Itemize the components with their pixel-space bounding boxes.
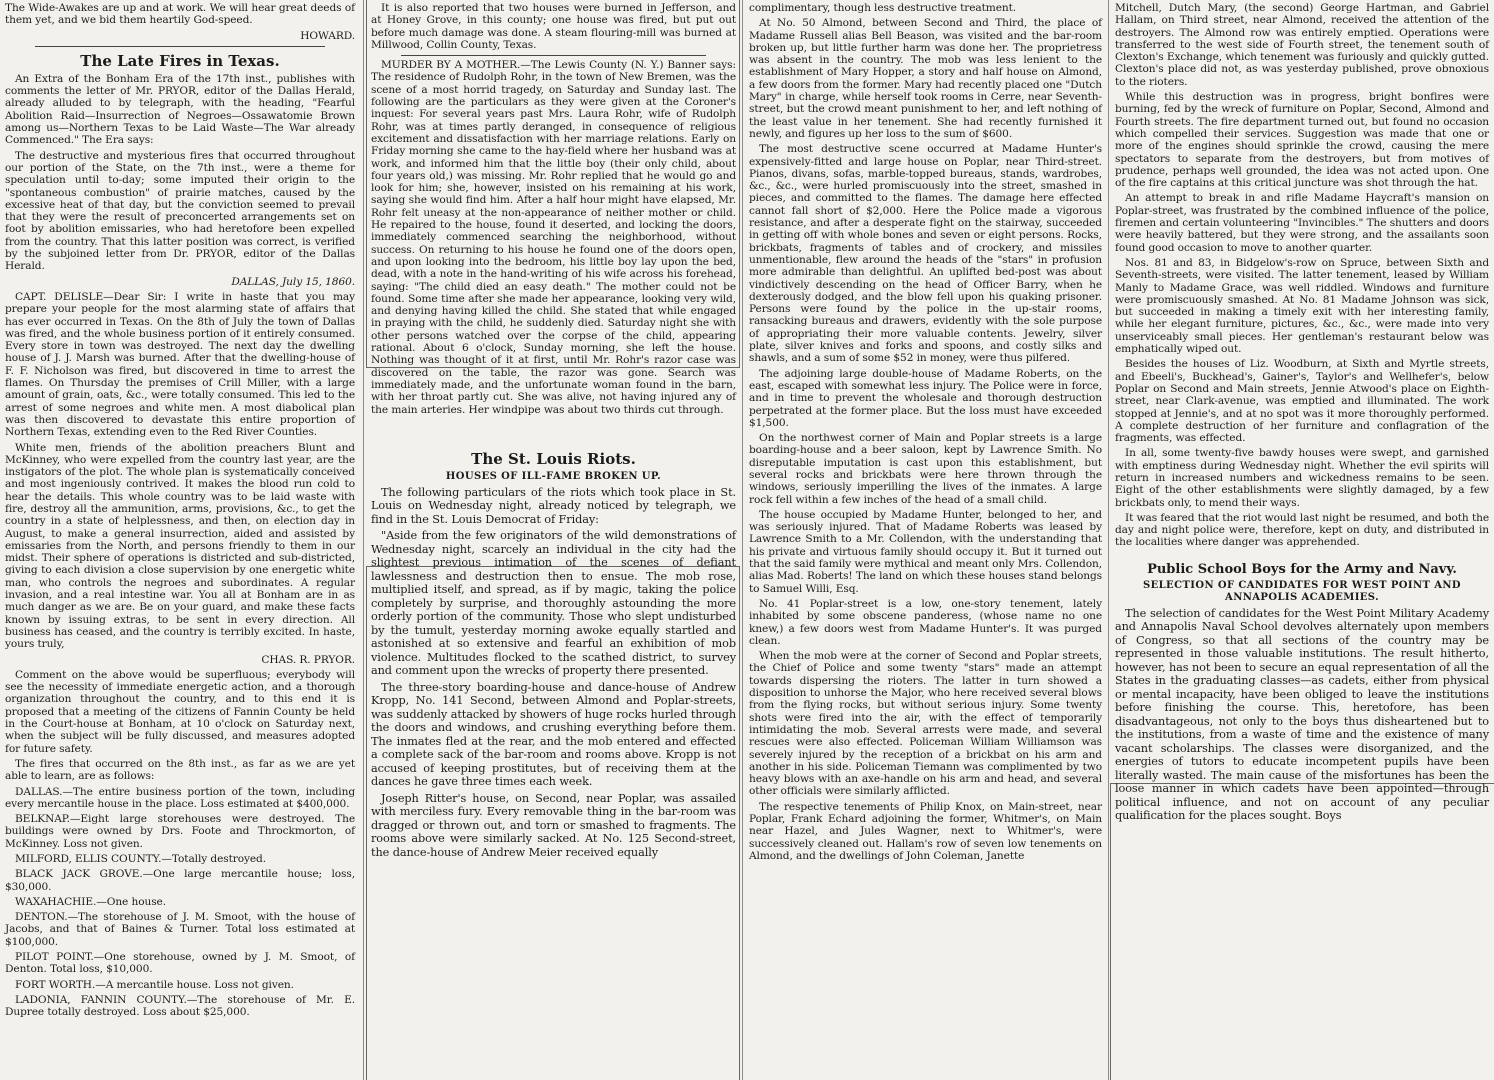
fire-list-item: MILFORD, ELLIS COUNTY.—Totally destroyed.: [15, 853, 266, 865]
school-boys-body: [1115, 607, 1489, 823]
article-paragraph: The respective tenements of Philip Knox, on Main-street, near Poplar, Frank Echard adjoining the former, Whitmer's, on Main near Hazel, and Jules Wagner, next to Whitmer's, were successively cleaned out. Hallam's row of seven low tenements on Almond, and the dwellings of John Coleman, Janette: [749, 800, 1102, 862]
article-paragraph: The most destructive scene occurred at Madame Hunter's expensively-fitted and large house on Poplar, near Third-street. Pianos, divans, sofas, marble-topped bureaus, stands, wardrobes, &c., &c., were hurled promiscuously into the street, smashed in pieces, and committed to the flames. The damage here effected cannot fall short of $2,000. Here the Police made a vigorous resistance, and after a desperate fight on the stairway, succeeded in getting off with whole bones and seven or eight persons. Rocks, brickbats, fragments of tables and of crockery, and missiles unmentionable, flew around the heads of the "stars" in profusion more admirable than delightful. An uplifted bed-post was about vindictively descending on the head of Officer Barry, when he dexterously dodged, and the blow fell upon his quaking prisoner. Persons were found by the police in the up-stair rooms, ransacking bureaus and drawers, evidently with the sole purpose of appropriating their more valuable contents. Jewelry, silver plate, silver knives and forks and spoons, and costly silks and shawls, and a sum of some $52 in money, were thus pilfered.: [749, 143, 1102, 365]
article-paragraph: In all, some twenty-five bawdy houses were swept, and garnished with emptiness during Wednesday night. Whether the evil spirits will return in increased numbers and wickedness remains to be seen. Eight of the other establishments were slightly damaged, by a few brickbats only, to mend their ways.: [1115, 447, 1489, 509]
article-paragraph: The destructive and mysterious fires that occurred throughout our portion of the State, on the 7th inst., were a theme for speculation until to-day; some imputed their origin to the "spontaneous combustion" of prairie matches, caused by the excessive heat of that day, but the conviction seemed to prevail that they were the result of preconcerted arrangements set on foot by abolition emissaries, who had heretofore been expelled from the country. That this latter position was correct, is verified by the subjoined letter from Dr. PRYOR, editor of the Dallas Herald.: [5, 149, 355, 273]
column-1: [0, 0, 360, 1080]
fire-list-item: WAXAHACHIE.—One house.: [15, 895, 166, 908]
article-paragraph: complimentary, though less destructive treatment.: [749, 2, 1017, 14]
article-paragraph: An Extra of the Bonham Era of the 17th inst., publishes with comments the letter of Mr. PRYOR, editor of the Dallas Herald, already alluded to by telegraph, with the heading, "Fearful Abolition Raid—Insurrection of Negroes—Ossawatomie Brown among us—Northern Texas to be Laid Waste—The War already Commenced." The Era says:: [5, 72, 355, 147]
pryor-signature: CHAS. R. PRYOR.: [261, 653, 355, 666]
article-headline-school-boys: Public School Boys for the Army and Navy.: [1147, 561, 1457, 577]
article-paragraph: CAPT. DELISLE—Dear Sir: I write in haste that you may prepare your people for the most alarming state of affairs that has ever occurred in Texas. On the 8th of July the town of Dallas was fired, and the whole business portion of it entirely consumed. Every store in town was destroyed. The next day the dwelling house of J. J. Marsh was burned. After that the dwelling-house of F. F. Nicholson was fired, but discovered in time to arrest the flames. On Thursday the premises of Crill Miller, with a large amount of grain, oats, &c., were totally consumed. This led to the arrest of some negroes and white men. A most diabolical plan was then discovered to devastate this entire proportion of Northern Texas, extending even to the Red River Counties.: [5, 290, 355, 439]
article-paragraph: It was feared that the riot would last night be resumed, and both the day and night police were, therefore, kept on duty, and distributed in the localities where danger was apprehended.: [1115, 511, 1489, 549]
fire-list-item: LADONIA, FANNIN COUNTY.—The storehouse of Mr. E. Dupree totally destroyed. Loss about $25,000.: [5, 993, 355, 1019]
fire-list-item: PILOT POINT.—One storehouse, owned by J. M. Smoot, of Denton. Total loss, $10,000.: [5, 951, 355, 976]
article-paragraph: At No. 50 Almond, between Second and Third, the place of Madame Russell alias Bell Beason, was visited and the bar-room broken up, but little further harm was done her. The proprietress was absent in the country. The mob was less lenient to the establishment of Mary Hopper, a story and half house on Almond, a few doors from the former. Mary had recently placed one "Dutch Mary" in charge, while herself took rooms in Cerre, near Seventh-street, but the crowd meant punishment to her, and left nothing of the least value in her tenement. She had recently furnished it newly, and figures up her loss to the sum of $600.: [749, 17, 1102, 140]
article-paragraph: Joseph Ritter's house, on Second, near Poplar, was assailed with merciless fury. Every removable thing in the bar-room was dragged or thrown out, and torn or smashed to fragments. The rooms above were similarly sacked. At No. 125 Second-street, the dance-house of Andrew Meier received equally: [371, 791, 736, 859]
article-paragraph: It is also reported that two houses were burned in Jefferson, and at Honey Grove, in this county; one house was fired, but put out before much damage was done. A steam flouring-mill was burned at Millwood, Collin County, Texas.: [371, 2, 736, 51]
article-paragraph: The three-story boarding-house and dance-house of Andrew Kropp, No. 141 Second, between Almond and Poplar-streets, was suddenly attacked by showers of huge rocks hurled through the doors and windows, and crushing everything before them. The inmates fled at the rear, and the mob entered and effected a complete sack of the bar-room and rooms above. Kropp is not accused of keeping prostitutes, but of receiving them at the dances he gave three times each week.: [371, 680, 736, 789]
article-paragraph: Comment on the above would be superfluous; everybody will see the necessity of immediate energetic action, and a thorough organization throughout the country, and to this end it is proposed that a meeting of the citizens of Fannin County be held in the Court-house at Bonham, at 10 o'clock on Saturday next, when the subject will be fully discussed, and measures adopted for future safety.: [5, 668, 355, 755]
article-subheadline: SELECTION OF CANDIDATES FOR WEST POINT AND ANNAPOLIS ACADEMIES.: [1142, 579, 1461, 603]
howard-signature: HOWARD.: [300, 29, 355, 42]
article-paragraph: No. 41 Poplar-street is a low, one-story tenement, lately inhabited by some obscene panderess, (whose name no one knew,) a few doors west from Madame Hunter's. It was purged clean.: [749, 597, 1102, 647]
spacer: [1115, 552, 1489, 556]
article-paragraph: Mitchell, Dutch Mary, (the second) George Hartman, and Gabriel Hallam, on Third street, near Almond, received the attention of the destroyers. The Almond row was entirely emptied. Operations were transferred to the west side of Fourth street, the tenement south of Clexton's Exchange, which tenement was furiously and quickly gutted. Clexton's place did not, as was yesterday published, prove obnoxious to the rioters.: [1115, 2, 1489, 88]
fire-list-item: FORT WORTH.—A mercantile house. Loss not given.: [15, 978, 294, 991]
article-paragraph: The house occupied by Madame Hunter, belonged to her, and was seriously injured. That of Madame Roberts was leased by Lawrence Smith to a Mr. Collendon, with the understanding that his private and virtuous family should occupy it. But it turned out that the said family were mythical and meant only Mrs. Collendon, alias Mad. Roberts! The land on which these houses stand belongs to Samuel Willi, Esq.: [749, 508, 1102, 595]
fire-list-item: BELKNAP.—Eight large storehouses were destroyed. The buildings were owned by Drs. Foote and Throckmorton, of McKinney. Loss not given.: [5, 813, 355, 850]
divider: [401, 55, 706, 56]
column-rule: [363, 0, 364, 1080]
column-rule: [1108, 0, 1109, 1080]
article-paragraph: "Aside from the few originators of the wild demonstrations of Wednesday night, scarcely an individual in the city had the slightest previous intimation of the scenes of defiant lawlessness and destruction then to ensue. The mob rose, multiplied itself, and spread, as if by magic, taking the police completely by surprise, and thoroughly astounding the more orderly portion of the community. Those who slept undisturbed by the tumult, yesterday morning awoke equally startled and astonished at so extensive and fearful an exhibition of mob violence. Multitudes flocked to the scathed district, to survey and comment upon the wrecks of property there presented.: [371, 529, 736, 678]
fire-list-item: DALLAS.—The entire business portion of the town, including every mercantile house in the place. Loss estimated at $400,000.: [5, 785, 355, 810]
article-paragraph: The selection of candidates for the West Point Military Academy and Annapolis Naval School devolves alternately upon members of Congress, so that all sections of the country may be represented in those valuable institutions. The result hitherto, however, has not been to secure an equal representation of all the States in the graduating classes—as cadets, either from physical or mental incapacity, have been obliged to leave the institutions before finishing the course. This, heretofore, has been disadvantageous, not only to the boys thus disheartened but to the institutions, from a waste of time and the existence of many vacant scholarships. The classes were disorganized, and the energies of tutors to educate incompetent pupils have been literally wasted. The main cause of the misfortunes has been the loose manner in which cadets have been appointed—through political influence, and not on account of any peculiar qualification for the places sought. Boys: [1115, 606, 1489, 823]
article-subheadline: HOUSES OF ILL-FAME BROKEN UP.: [445, 470, 662, 482]
article-paragraph: The adjoining large double-house of Madame Roberts, on the east, escaped with somewhat less injury. The Police were in force, and in time to prevent the wholesale and thorough destruction perpetrated at the former place. But the loss must have exceeded $1,500.: [749, 367, 1102, 429]
article-headline-st-louis-riots: The St. Louis Riots.: [471, 449, 636, 468]
article-paragraph: An attempt to break in and rifle Madame Haycraft's mansion on Poplar-street, was frustrated by the combined influence of the police, firemen and certain volunteering "Invincibles." The shutters and doors were heavily battered, but they were strong, and the assailants soon found good occasion to move to another quarter.: [1115, 192, 1489, 254]
riots-body: [371, 486, 736, 860]
divider: [35, 46, 325, 47]
article-paragraph: When the mob were at the corner of Second and Poplar streets, the Chief of Police and some twenty "stars" made an attempt towards dispersing the rioters. The latter in turn showed a disposition to unhorse the Major, who here received several blows from the flying rocks, but without serious injury. Some twenty shots were fired into the air, with the effect of temporarily intimidating the mob. Several arrests were made, and several rescues were also effected. Policeman William Williamson was severely injured by the reception of a brickbat on his arm and another in his side. Policeman Tiemann was complimented by two heavy blows with an axe-handle on his arm and head, and several other officials were similarly afflicted.: [749, 650, 1102, 798]
column-2: [366, 0, 741, 1080]
article-paragraph: White men, friends of the abolition preachers Blunt and McKinney, who were expelled from the country last year, are the instigators of the plot. The whole plan is systematically conceived and most ingeniously contrived. It makes the blood run cold to hear the details. This whole country was to be laid waste with fire, destroy all the ammunition, arms, provisions, &c., to get the country in a state of helplessness, and then, on election day in August, to make a general insurrection, aided and assisted by emissaries from the North, and persons friendly to them in our midst. Their sphere of operations is districted and sub-districted, giving to each division a close supervision by one energetic white man, who controls the negroes and subordinates. A regular invasion, and a real intestine war. You all at Bonham are in as much danger as we are. Be on your guard, and make these facts known by issuing extras, to be sent in every direction. All business has ceased, and the country is terribly excited. In haste, yours truly,: [5, 441, 355, 651]
murder-by-mother-article: MURDER BY A MOTHER.—The Lewis County (N. Y.) Banner says: The residence of Rudolph Rohr, in the town of New Bremen, was the scene of a most horrid tragedy, on Saturday and Sunday last. The following are the particulars as they were given at the Coroner's inquest: For several years past Mrs. Laura Rohr, wife of Rudolph Rohr, was at times partly deranged, in consequence of religious excitement and dissatisfaction with her marriage relations. Early on Friday morning she came to the hay-field where her husband was at work, and informed him that the little boy (their only child, about four years old,) was missing. Mr. Rohr replied that he would go and look for him; she, however, insisted on his remaining at his work, saying she would find him. After a half hour might have elapsed, Mr. Rohr felt uneasy at the non-appearance of neither mother or child. He repaired to the house, found it deserted, and locking the doors, immediately commenced searching the neighborhood, without success. On returning to his house he found one of the doors open, and upon looking into the bedroom, his little boy lay upon the bed, dead, with a note in the hand-writing of his wife across his forehead, saying: "The child died an easy death." The mother could not be found. Some time after she made her appearance, looking very wild, and denying having killed the child. She stated that while engaged in praying with the child, he suddenly died. Saturday night she with other persons watched over the corpse of the child, appearing rational. About 6 o'clock, Sunday morning, she left the house. Nothing was thought of it at first, until Mr. Rohr's razor case was discovered on the table, the razor was gone. Search was immediately made, and the unfortunate woman found in the barn, with her throat partly cut. She was alive, not having injured any of the main arteries. Her windpipe was about two thirds cut through.: [371, 59, 736, 416]
column-rule: [742, 0, 743, 1080]
article-headline-texas-fires: The Late Fires in Texas.: [80, 51, 280, 70]
spacer: [371, 419, 736, 445]
column-3: [744, 0, 1107, 1080]
fire-list-item: BLACK JACK GROVE.—One large mercantile house; loss, $30,000.: [5, 868, 355, 893]
article-paragraph: The following particulars of the riots which took place in St. Louis on Wednesday night, already noticed by telegraph, we find in the St. Louis Democrat of Friday:: [371, 485, 736, 526]
column-4: [1110, 0, 1494, 1080]
wide-awakes-paragraph: The Wide-Awakes are up and at work. We will hear great deeds of them yet, and we bid them heartily God-speed.: [5, 2, 355, 27]
letter-dateline: DALLAS, July 15, 1860.: [231, 275, 355, 288]
article-paragraph: While this destruction was in progress, bright bonfires were burning, fed by the wreck of furniture on Poplar, Second, Almond and Fourth streets. The fire department turned out, but found no occasion which compelled their services. Suggestion was made that one or more of the engines should sprinkle the crowd, causing the mere spectators to separate from the destroyers, but from motives of prudence, perhaps well grounded, the idea was not acted upon. One of the fire captains at this critical juncture was shot through the hat.: [1115, 91, 1489, 190]
article-paragraph: Nos. 81 and 83, in Bidgelow's-row on Spruce, between Sixth and Seventh-streets, were visited. The latter tenement, leased by William Manly to Madame Grace, was well riddled. Windows and furniture were promiscuously smashed. At No. 81 Madame Johnson was sick, but succeeded in making a timely exit with her interesting family, while her elegant furniture, pictures, &c., &c., were made into very unserviceably small pieces. Her gentleman's restaurant below was emphatically wiped out.: [1115, 256, 1489, 356]
article-paragraph: The fires that occurred on the 8th inst., as far as we are yet able to learn, are as follows:: [5, 757, 355, 783]
fire-list-item: DENTON.—The storehouse of J. M. Smoot, with the house of Jacobs, and that of Baines & Turner. Total loss estimated at $100,000.: [5, 911, 355, 948]
article-paragraph: Besides the houses of Liz. Woodburn, at Sixth and Myrtle streets, and Ebeeli's, Buckhead's, Gainer's, Taylor's and Wellhefer's, below Poplar on Second and Main streets, Jennie Atwood's place on Eighth-street, near Clark-avenue, was emptied and illuminated. The work stopped at Jennie's, and at no spot was it more thoroughly performed. A complete destruction of her furniture and conflagration of the fragments, was effected.: [1115, 358, 1489, 445]
article-paragraph: On the northwest corner of Main and Poplar streets is a large boarding-house and a beer saloon, kept by Lawrence Smith. No disreputable imputation is cast upon this establishment, but several rocks and brickbats were here thrown through the windows, seriously imperilling the lives of the inmates. A large rock fell within a few inches of the head of a small child.: [749, 432, 1102, 506]
